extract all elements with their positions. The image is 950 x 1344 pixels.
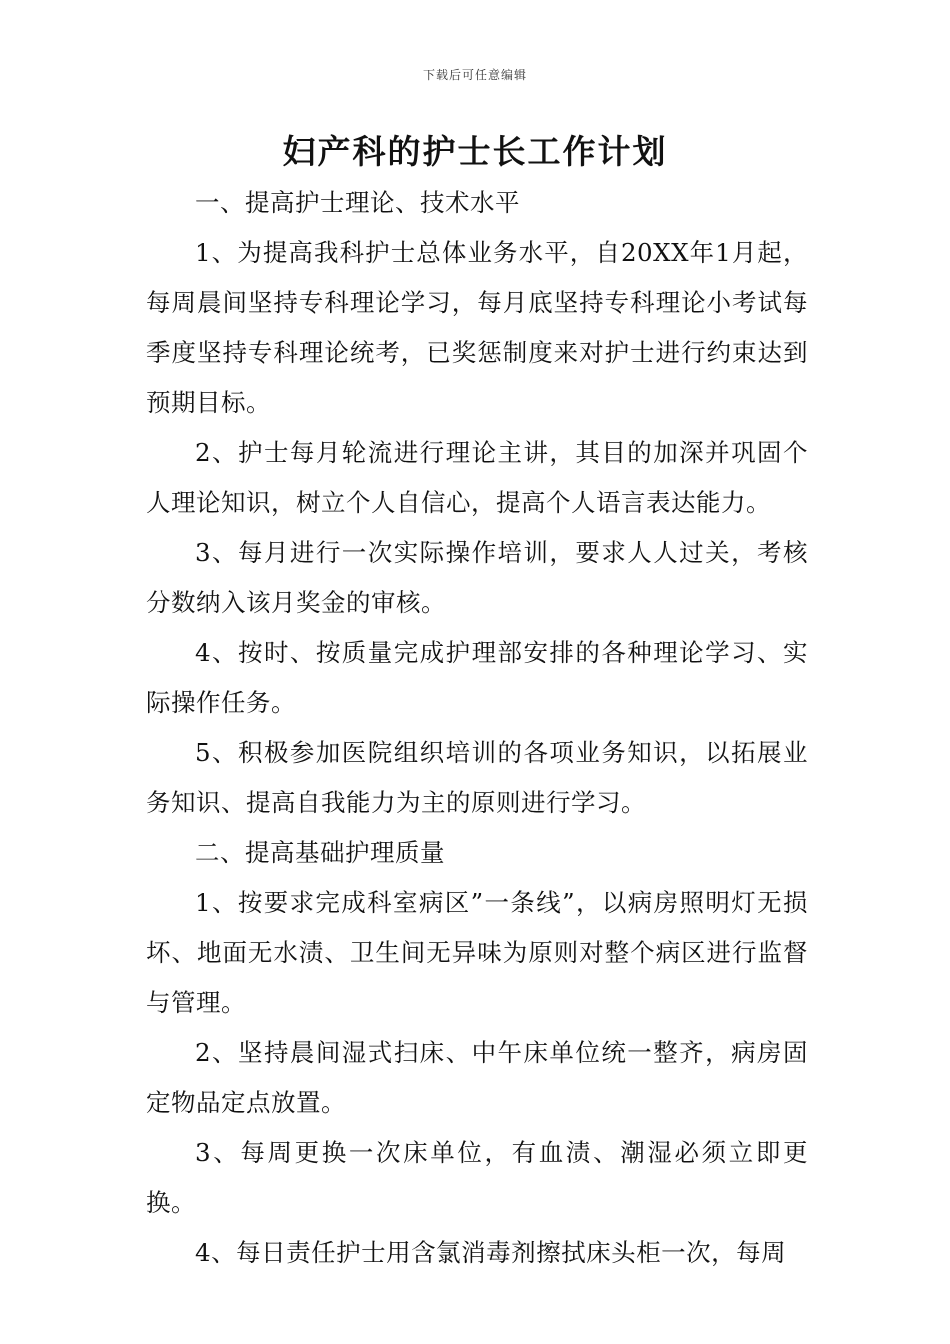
header-note: 下载后可任意编辑	[422, 68, 527, 82]
section-heading-1: 一、提高护士理论、技术水平	[195, 188, 520, 217]
paragraph: 4、每日责任护士用含氯消毒剂擦拭床头柜一次，每周	[195, 1238, 787, 1267]
paragraph: 3、每月进行一次实际操作培训，要求人人过关，考核分数纳入该月奖金的审核。	[146, 538, 808, 617]
section-heading-2: 二、提高基础护理质量	[195, 838, 445, 867]
paragraph: 5、积极参加医院组织培训的各项业务知识，以拓展业务知识、提高自我能力为主的原则进行学习。	[146, 738, 808, 817]
document-body	[146, 178, 808, 1278]
paragraph: 3、每周更换一次床单位，有血渍、潮湿必须立即更换。	[146, 1138, 808, 1217]
paragraph: 1、按要求完成科室病区”一条线”，以病房照明灯无损坏、地面无水渍、卫生间无异味为原则对整个病区进行监督与管理。	[146, 888, 808, 1017]
paragraph: 4、按时、按质量完成护理部安排的各种理论学习、实际操作任务。	[146, 638, 808, 717]
paragraph: 1、为提高我科护士总体业务水平，自20XX年1月起，每周晨间坚持专科理论学习，每月底坚持专科理论小考试每季度坚持专科理论统考，已奖惩制度来对护士进行约束达到预期目标。	[146, 238, 808, 417]
paragraph: 2、坚持晨间湿式扫床、中午床单位统一整齐，病房固定物品定点放置。	[146, 1038, 808, 1117]
paragraph: 2、护士每月轮流进行理论主讲，其目的加深并巩固个人理论知识，树立个人自信心，提高个人语言表达能力。	[146, 438, 808, 517]
document-title: 妇产科的护士长工作计划	[282, 132, 668, 171]
